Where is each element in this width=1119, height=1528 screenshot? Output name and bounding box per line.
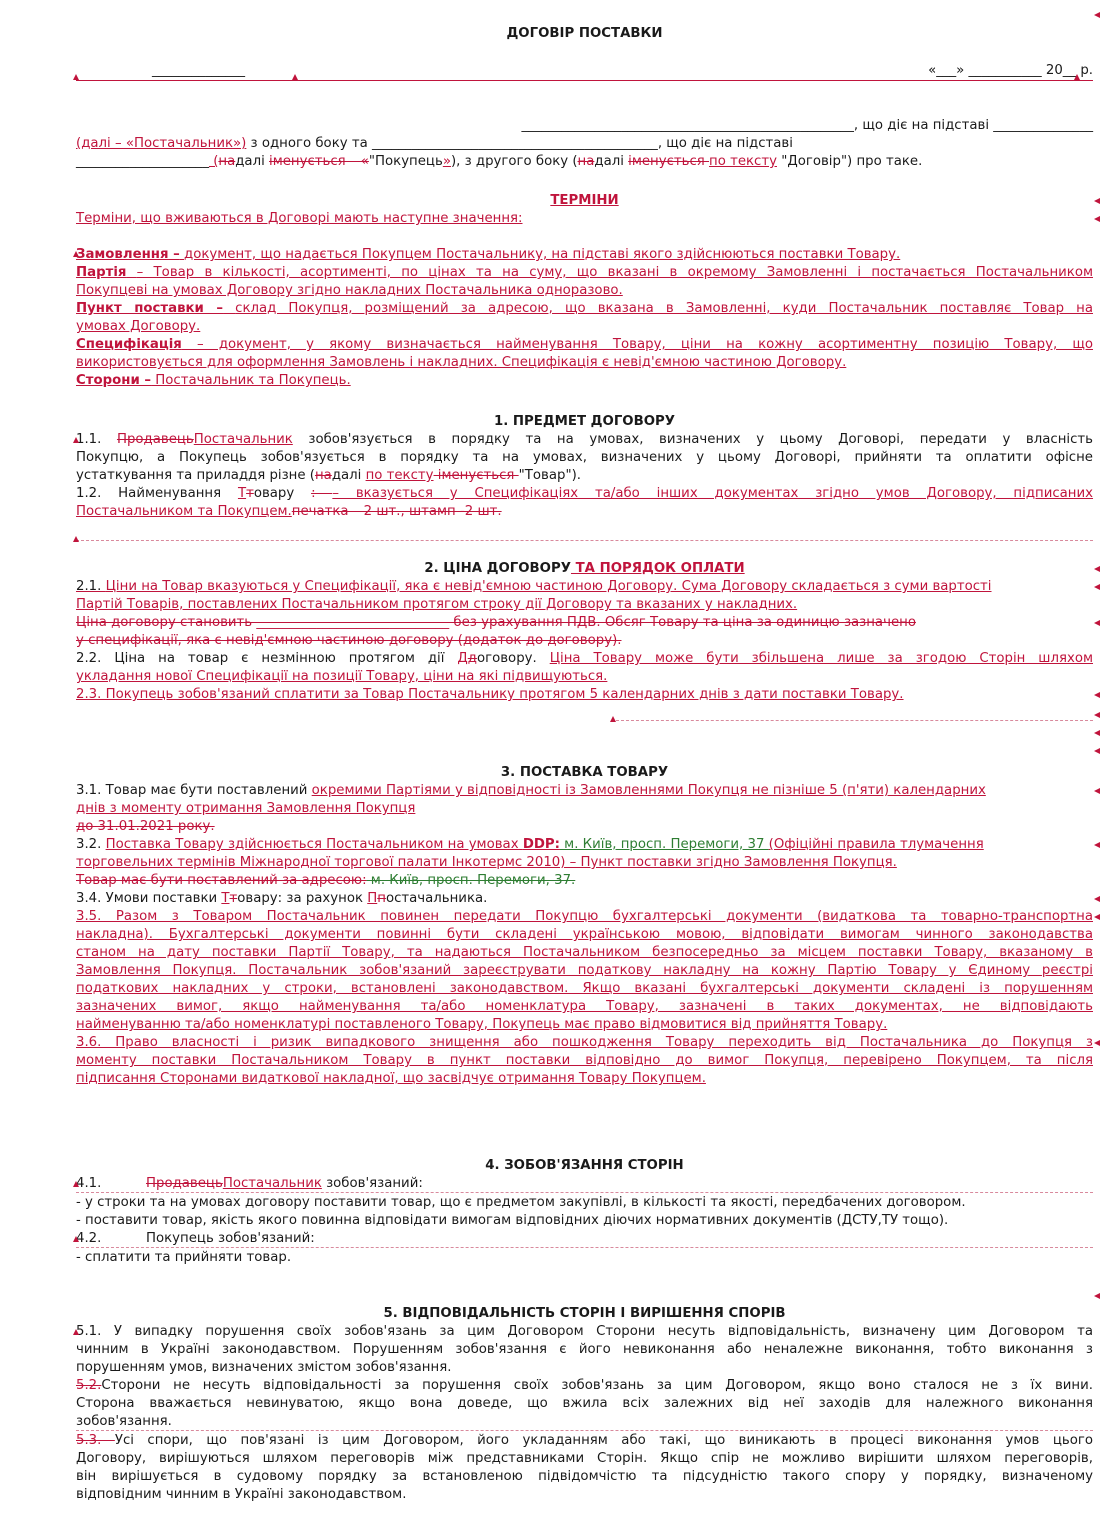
section-1-heading: 1. ПРЕДМЕТ ДОГОВОРУ <box>493 414 676 429</box>
del-text: на <box>314 468 332 483</box>
revision-marker-icon <box>1094 748 1100 754</box>
ins-text: Ціни на Товар вказуються у Специфікації, яка є невід'ємною частиною Договору. Сума Договору складається з суми вартості <box>105 579 992 594</box>
clause-number: 4.1. <box>76 1176 102 1191</box>
revision-marker-icon <box>1094 842 1100 848</box>
ins-text: » <box>442 154 451 169</box>
term-label: Пункт поставки – <box>76 301 224 316</box>
clause-5-2-line: зобов'язання. <box>76 1414 172 1429</box>
ins-text: Д <box>457 651 468 666</box>
clause-1-2 <box>76 485 1093 503</box>
del-text: п <box>377 891 386 906</box>
clause-number: 3.2. <box>76 837 106 852</box>
section-5-heading: 5. ВІДПОВІДАЛЬНІСТЬ СТОРІН І ВИРІШЕННЯ СПОРІВ <box>383 1306 786 1321</box>
insertion-caret-icon <box>1074 74 1080 80</box>
revision-marker-icon <box>1094 788 1100 794</box>
clause-3-1-cont: днів з моменту отримання Замовлення Покупця <box>76 801 416 816</box>
del-text: 5.2. <box>76 1378 102 1393</box>
clause-5-3-line: він вирішується в судовому порядку за встановленою підвідомчістю та підсудністю такого спору у порядку, визначеному <box>76 1469 1093 1484</box>
section-3-heading: 3. ПОСТАВКА ТОВАРУ <box>500 765 669 780</box>
insertion-caret-icon <box>73 1181 79 1187</box>
clause-3-6: 3.6. Право власності і ризик випадкового знищення або пошкодження Товару переходить від Постачальника до Покупця з <box>76 1035 1093 1050</box>
revision-marker-icon <box>1094 620 1100 626</box>
parties-line-1: __________________________________________________, що діє на підставі _______________ <box>521 118 1093 133</box>
revision-marker-icon <box>1094 730 1100 736</box>
text: овару <box>253 486 312 501</box>
clause-3-1 <box>76 782 1093 800</box>
clause-3-5-line: зазначених вимог, якщо найменування та/або номенклатура Товару, зазначені в таких документах, не відповідають <box>76 999 1093 1014</box>
buyer-blank: з одного боку та ___________________________________________, що діє на підставі <box>246 136 793 151</box>
clause-4-1 <box>76 1175 1093 1193</box>
ins-text: Постачальник <box>222 1176 322 1191</box>
ins-text: Поставка Товару здійснюється Постачальником на умовах <box>105 837 523 852</box>
clause-2-1 <box>76 578 1093 596</box>
clause-3-5-line: накладна). Бухгалтерські документи повинні бути складені українською мовою, відповідати вимогам чинного законодавства <box>76 927 1093 942</box>
supplier-basis: що діє на підставі _______________ <box>862 118 1093 133</box>
text: остачальника. <box>385 891 488 906</box>
section-4-heading: 4. ЗОБОВ'ЯЗАННЯ СТОРІН <box>485 1158 684 1173</box>
clause-5-3-line: Договору, вирішуються шляхом переговорів між представниками Сторін. Якщо спір не можливо вирішити шляхом переговорів, <box>76 1451 1093 1466</box>
revision-divider <box>76 540 1093 541</box>
revision-marker-icon <box>1094 566 1100 572</box>
term-text: – документ, у якому визначається найменування Товару, ціни на кожну асортиментну позицію Товару, що <box>197 337 1093 352</box>
term-specification <box>76 336 1093 354</box>
del-text: іменується <box>628 154 710 169</box>
term-punkt <box>76 300 1093 318</box>
ins-text: – вказується у Специфікаціях та/або інших документах згідно умов Договору, підписаних <box>332 486 1094 501</box>
terms-heading: ТЕРМІНИ <box>550 193 619 208</box>
ins-text: по тексту <box>365 468 434 483</box>
insertion-caret-icon <box>73 1236 79 1242</box>
clause-5-1-line: порушенням умов, визначених змістом зобов'язання. <box>76 1360 452 1375</box>
insertion-caret-icon <box>73 74 79 80</box>
clause-3-5: 3.5. Разом з Товаром Постачальник повинен передати Покупцю бухгалтерські документи (видаткова та товарно-транспортна <box>76 909 1093 924</box>
insertion-caret-icon <box>73 437 79 443</box>
obligation-item: - поставити товар, якість якого повинна відповідати вимогам відповідних діючих нормативних документів (ДСТУ,ТУ тощо). <box>76 1213 949 1228</box>
ins-text: П <box>367 891 378 906</box>
text: зобов'язаний: <box>321 1176 423 1191</box>
insertion-caret-icon <box>73 251 79 257</box>
term-specification-cont: використовується для оформлення Замовлень і накладних. Специфікація є невід'ємною частиною Договору. <box>76 355 847 370</box>
del-text: печатка – 2 шт., штамп -2 шт. <box>291 504 502 519</box>
text: Усі спори, що пов'язані із цим Договором, його укладанням або такі, що виникають в процесі виконання умов цього <box>114 1433 1093 1448</box>
terms-intro: Терміни, що вживаються в Договорі мають наступне значення: <box>76 211 523 226</box>
clause-3-5-line: станом на дату поставки Партії Товару, та надаються Постачальником безпосередньо за місцем поставки Товару, вказаному в <box>76 945 1093 960</box>
del-text: : <box>311 486 333 501</box>
term-partiya-cont: Покупцеві на умовах Договору згідно накладних Постачальника одноразово. <box>76 283 623 298</box>
clause-1-2-cont <box>76 503 1093 521</box>
clause-3-2 <box>76 836 1093 854</box>
clause-5-1: 5.1. У випадку порушення своїх зобов'язань за цим Договором Сторони несуть відповідальність, визначену цим Договором та <box>76 1324 1093 1339</box>
revision-divider <box>76 1247 1093 1248</box>
clause-3-4 <box>76 890 1093 908</box>
header-line <box>76 62 1093 80</box>
insertion-caret-icon <box>73 536 79 542</box>
del-text: іменується <box>433 468 519 483</box>
ins-text: Т <box>237 486 247 501</box>
text: 1.2. Найменування <box>76 486 238 501</box>
clause-number: 1.1. <box>76 432 117 447</box>
clause-1-1 <box>76 431 1093 449</box>
revision-divider <box>76 1430 1093 1431</box>
parties-line-2 <box>76 135 1093 153</box>
text: ), з другого боку ( <box>450 154 578 169</box>
incoterm-ddp: DDP: <box>522 837 560 852</box>
del-text: Продавець <box>116 432 194 447</box>
clause-5-2 <box>76 1377 1093 1395</box>
term-storony <box>76 372 1093 390</box>
text: Сторони не несуть відповідальності за порушення своїх зобов'язань за цим Договором, якщо воно сталося не з їх вини. <box>101 1378 1093 1393</box>
revision-divider <box>616 720 1093 721</box>
term-label: Замовлення – <box>76 247 180 262</box>
clause-3-2-cont: торговельних термінів Міжнародної торгової палати Інкотермс 2010) – Пункт поставки згідно Замовлення Покупця. <box>76 855 897 870</box>
ins-text: по тексту <box>709 154 777 169</box>
text: "Товар"). <box>518 468 581 483</box>
revision-marker-icon <box>1094 198 1100 204</box>
buyer-alias: "Покупець <box>368 154 443 169</box>
text: Покупець зобов'язаний: <box>146 1231 315 1246</box>
obligation-item: - у строки та на умовах договору поставити товар, що є предметом закупівлі, в кількості та якості, передбачених договором. <box>76 1195 966 1210</box>
term-text: документ, що надається Покупцем Постачальнику, на підставі якого здійснюються поставки Товару. <box>184 247 901 262</box>
clause-5-2-line: Сторона вважається невинуватою, якщо вона доведе, що вжила всіх залежних від неї заходів для належного виконання <box>76 1396 1093 1411</box>
clause-number: 4.2. <box>76 1231 102 1246</box>
revision-marker-icon <box>1094 692 1100 698</box>
contract-date[interactable]: «___» ___________ 20__ р. <box>928 63 1093 78</box>
term-label: Сторони – <box>76 373 152 388</box>
document-title: ДОГОВІР ПОСТАВКИ <box>506 26 663 41</box>
clause-2-1-deleted-cont: у специфікації, яка є невід'ємною частиною договору (додаток до договору). <box>76 633 622 648</box>
ins-text: Ціна Товару може бути збільшена лише за згодою Сторін шляхом <box>549 651 1093 666</box>
clause-1-1-end <box>76 467 1093 485</box>
clause-3-6-line: підписання Сторонами видаткової накладної, що засвідчує отримання Товару Покупцем. <box>76 1071 706 1086</box>
delivery-address: м. Київ, просп. Перемоги, 37 <box>559 837 769 852</box>
del-address: м. Київ, просп. Перемоги, 37. <box>366 873 576 888</box>
revision-marker-icon <box>1094 1293 1100 1299</box>
ins-text: Т <box>221 891 230 906</box>
text: "Договір") про таке. <box>776 154 923 169</box>
clause-2-2 <box>76 650 1093 668</box>
clause-3-3-deleted <box>76 872 1093 890</box>
clause-3-1-deleted: до 31.01.2021 року. <box>76 819 215 834</box>
revision-marker-icon <box>1094 216 1100 222</box>
term-zamovlennya <box>76 246 1093 264</box>
clause-2-3: 2.3. Покупець зобов'язаний сплатити за Товар Постачальнику протягом 5 календарних днів з дати поставки Товару. <box>76 687 904 702</box>
text: зобов'язується в порядку та на умовах, визначених у цьому Договорі, передати у власність <box>292 432 1093 447</box>
del-text: на <box>577 154 595 169</box>
text: 3.1. Товар має бути поставлений <box>76 783 312 798</box>
term-text: – Товар в кількості, асортименті, по цінах та на суму, що вказані в окремому Замовленні і постачається Постачальником <box>136 265 1093 280</box>
text: оговору. <box>476 651 550 666</box>
text: далі <box>594 154 629 169</box>
clause-5-3 <box>76 1432 1093 1450</box>
parties-line-3 <box>76 153 1093 171</box>
revision-marker-icon <box>1094 712 1100 718</box>
supplier-alias: (далі – «Постачальник») <box>76 136 247 151</box>
term-punkt-cont: умовах Договору. <box>76 319 201 334</box>
del-text: 5.3. <box>76 1433 115 1448</box>
del-text: Товар має бути поставлений за адресою: <box>76 873 367 888</box>
clause-3-5-line: найменуванню та/або номенклатурі поставленого Товару, Покупець має право відмовитися від прийняття Товару. <box>76 1017 888 1032</box>
insertion-caret-icon <box>292 74 298 80</box>
insertion-caret-icon <box>610 716 616 722</box>
revision-marker-icon <box>1094 584 1100 590</box>
section-2-heading <box>76 560 1093 578</box>
text: устаткування та приладдя різне ( <box>76 468 315 483</box>
revision-marker-icon <box>1094 896 1100 902</box>
ins-text: (Офіційні правила тлумачення <box>768 837 984 852</box>
city-blank[interactable]: ______________ <box>152 63 246 78</box>
text: овару: за рахунок <box>237 891 368 906</box>
clause-3-6-line: моменту поставки Постачальником Товару в пункт поставки відповідно до вимог Покупця, перевірено Покупцем, та після <box>76 1053 1093 1068</box>
clause-number: 2.1. <box>76 579 106 594</box>
heading-text: 2. ЦІНА ДОГОВОРУ <box>424 561 571 576</box>
ins-text: ТА ПОРЯДОК ОПЛАТИ <box>570 561 745 576</box>
revision-divider <box>76 1192 1093 1193</box>
term-label: Специфікація <box>76 337 182 352</box>
del-text: т <box>229 891 238 906</box>
del-text: Продавець <box>146 1176 223 1191</box>
del-text: на <box>218 154 236 169</box>
del-text: д <box>467 651 477 666</box>
text: далі <box>331 468 366 483</box>
supplier-name-blank[interactable]: __________________________________________________ <box>521 118 854 133</box>
text: 3.4. Умови поставки <box>76 891 222 906</box>
clause-1-1-cont: Покупцю, а Покупець зобов'язується в порядку та на умовах, визначених у цьому Договорі, прийняти та оплатити офісне <box>76 450 1093 465</box>
del-text: іменується – « <box>269 154 369 169</box>
term-label: Партія <box>76 265 127 280</box>
clause-4-2 <box>76 1230 1093 1248</box>
term-text: склад Покупця, розміщений за адресою, що вказана в Замовленні, куди Постачальник поставляє Товар на <box>235 301 1093 316</box>
clause-2-1-cont: Партій Товарів, поставлених Постачальником протягом строку дії Договору та вказаних у накладних. <box>76 597 798 612</box>
ins-text: Постачальник <box>193 432 293 447</box>
ins-text: ( <box>208 154 219 169</box>
revision-marker-icon <box>1094 1040 1100 1046</box>
revision-marker-icon <box>1094 914 1100 920</box>
text: далі <box>235 154 269 169</box>
insertion-caret-icon <box>73 1329 79 1335</box>
ins-text: Постачальником та Покупцем. <box>76 504 292 519</box>
clause-2-2-cont: укладання нової Специфікації на позиції Товару, ціни на які підвищуються. <box>76 669 608 684</box>
buyer-basis-blank: ____________________ <box>76 154 209 169</box>
ins-text: окремими Партіями у відповідності із Замовленнями Покупця не пізніше 5 (п'яти) календарних <box>311 783 986 798</box>
clause-5-1-line: чинним в Україні законодавством. Порушенням зобов'язання є його невиконання або неналежне виконання, тобто виконання з <box>76 1342 1093 1357</box>
revision-marker-icon <box>1094 12 1100 18</box>
clause-3-5-line: податкових накладних у строки, встановлені законодавством. Якщо вказані бухгалтерські документи складені із порушенням <box>76 981 1093 996</box>
del-text: т <box>246 486 254 501</box>
clause-3-5-line: Замовлення Покупця. Постачальник зобов'язаний зареєструвати податкову накладну на кожну Партію Товару у Єдиному реєстрі <box>76 963 1093 978</box>
clause-2-1-deleted: Ціна договору становить _____________________________ без урахування ПДВ. Обсяг Товару та ціна за одиницю зазначено <box>76 615 916 630</box>
revision-underline <box>76 80 1093 81</box>
text: 2.2. Ціна на товар є незмінною протягом дії <box>76 651 458 666</box>
term-text: Постачальник та Покупець. <box>151 373 351 388</box>
term-partiya <box>76 264 1093 282</box>
obligation-item: - сплатити та прийняти товар. <box>76 1250 292 1265</box>
clause-5-3-line: відповідним чинним в Україні законодавством. <box>76 1487 407 1502</box>
